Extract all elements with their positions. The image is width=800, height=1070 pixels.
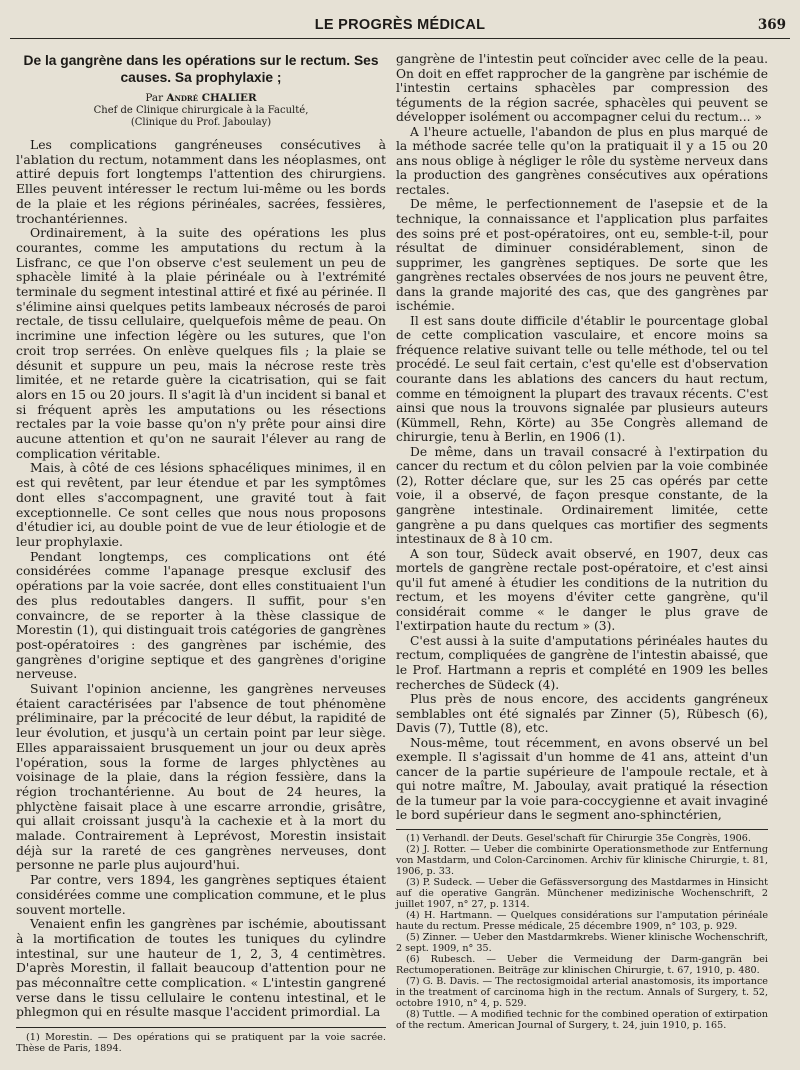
footnote-divider <box>396 829 768 830</box>
left-column <box>16 52 386 1054</box>
running-head <box>10 14 790 39</box>
footnote: (8) Tuttle. — A modified technic for the combined operation of extirpation of the rectum. American Journal of Surgery, t. 24, juin 1910, p. 165. <box>396 1008 768 1031</box>
body-paragraph: Nous-même, tout récemment, en avons observé un bel exemple. Il s'agissait d'un homme de 41 ans, atteint d'un cancer de la partie supérieure de l'ampoule rectale, et à qui notre maître, M. Jaboulay, avait pratiqué la résection de la tumeur par la voie para-coccygienne et avait invaginé le bord supérieur dans le segment ano-sphinctérien, <box>396 735 768 823</box>
byline-prefix: Par <box>145 92 164 104</box>
body-paragraph: De même, dans un travail consacré à l'extirpation du cancer du rectum et du côlon pelvien par la voie combinée (2), Rotter déclare que, sur les 25 cas opérés par cette voie, il a observé, de façon presque constante, de la gangrène intestinale. Ordinairement limitée, cette gangrène a pu dans quelques cas mortifier des segments intestinaux de 8 à 10 cm. <box>396 444 768 547</box>
footnote-divider <box>16 1027 386 1028</box>
journal-title: LE PROGRÈS MÉDICAL <box>314 17 486 33</box>
article-title: De la gangrène dans les opérations sur le rectum. Ses causes. Sa prophylaxie ; <box>23 53 379 85</box>
body-paragraph: Les complications gangréneuses consécutives à l'ablation du rectum, notamment dans les néoplasmes, ont attiré depuis fort longtemps l'attention des chirurgiens. Elles peuvent intéresser le rectum lui-même ou les bords de la plaie et les régions périnéales, sacrées, fessières, trochantériennes. <box>16 137 386 226</box>
body-paragraph: A l'heure actuelle, l'abandon de plus en plus marqué de la méthode sacrée telle qu'on la pratiquait il y a 15 ou 20 ans nous oblige à négliger le rôle du système nerveux dans la production des gangrènes consécutives aux opérations rectales. <box>396 124 768 197</box>
footnote: (1) Morestin. — Des opérations qui se pratiquent par la voie sacrée. Thèse de Paris, 1894. <box>16 1032 386 1055</box>
body-paragraph: A son tour, Südeck avait observé, en 1907, deux cas mortels de gangrène rectale post-opératoire, et c'est ainsi qu'il fut amené à étudier les conditions de la nutrition du rectum, et les moyens d'éviter cette gangrène, qu'il considérait comme « le danger le plus grave de l'extirpation haute du rectum » (3). <box>396 546 768 634</box>
right-column <box>396 52 768 1031</box>
page-number: 369 <box>757 17 786 33</box>
footnote: (5) Zinner. — Ueber den Mastdarmkrebs. Wiener klinische Wochenschrift, 2 sept. 1909, n° 35. <box>396 931 768 954</box>
body-paragraph: De même, le perfectionnement de l'asepsie et de la technique, la connaissance et l'application plus parfaites des soins pré et post-opératoires, ont eu, semble-t-il, pour résultat de diminuer considérablement, sinon de supprimer, les gangrènes septiques. De sorte que les gangrènes rectales observées de nos jours ne peuvent être, dans la grande majorité des cas, que des gangrènes par ischémie. <box>396 197 768 314</box>
body-paragraph: C'est aussi à la suite d'amputations périnéales hautes du rectum, compliquées de gangrène de l'intestin abaissé, que le Prof. Hartmann a repris et complété en 1909 les belles recherches de Südeck (4). <box>396 633 768 692</box>
footnote: (6) Rubesch. — Ueber die Vermeidung der Darm-gangrän bei Rectumoperationen. Beiträge zur klinischen Chirurgie, t. 67, 1910, p. 480. <box>396 953 768 976</box>
author-name: André CHALIER <box>166 92 257 104</box>
body-paragraph: Plus près de nous encore, des accidents gangréneux semblables ont été signalés par Zinner (5), Rübesch (6), Davis (7), Tuttle (8), etc. <box>396 692 768 736</box>
footnote: (2) J. Rotter. — Ueber die combinirte Operationsmethode zur Entfernung von Mastdarm, und Colon-Carcinomen. Archiv für klinische Chirurgie, t. 81, 1906, p. 33. <box>396 843 768 877</box>
body-paragraph: Ordinairement, à la suite des opérations les plus courantes, comme les amputations du rectum à la Lisfranc, ce que l'on observe c'est seulement un peu de sphacèle limité à la plaie périnéale ou à l'extrémité terminale du segment intestinal attiré et fixé au périnée. Il s'élimine ainsi quelques petits lambeaux nécrosés de paroi rectale, de tissu cellulaire, quelquefois même de peau. On incrimine une infection légère ou les sutures, que l'on croit trop serrées. On enlève quelques fils ; la plaie se désunit et suppure un peu, mais la nécrose reste très limitée, et ne retarde guère la cicatrisation, qui se fait alors en 15 ou 20 jours. Il s'agit là d'un incident si banal et si fréquent après les amputations ou les résections rectales par la voie basse qu'on n'y prête pour ainsi dire aucune attention et qu'on ne saurait l'élever au rang de complication véritable. <box>16 225 386 461</box>
affiliation-line: (Clinique du Prof. Jaboulay) <box>130 116 272 128</box>
body-paragraph: gangrène de l'intestin peut coïncider avec celle de la peau. On doit en effet rapprocher de la gangrène par ischémie de l'intestin certains sphacèles par compression des téguments de la région sacrée, sphacèles qui peuvent se développer isolément ou accompagner celui du rectum... » <box>396 52 768 125</box>
byline <box>16 92 386 104</box>
body-paragraph: Pendant longtemps, ces complications ont été considérées comme l'apanage presque exclusif des opérations par la voie sacrée, dont elles constituaient l'un des plus redoutables dangers. Il suffit, pour s'en convaincre, de se reporter à la thèse classique de Morestin (1), qui distinguait trois catégories de gangrènes post-opératoires : des gangrènes par ischémie, des gangrènes d'origine septique et des gangrènes d'origine nerveuse. <box>16 548 386 682</box>
body-paragraph: Mais, à côté de ces lésions sphacéliques minimes, il en est qui revêtent, par leur étendue et par les symptômes dont elles s'accompagnent, une gravité tout à fait exceptionnelle. Ce sont celles que nous nous proposons d'étudier ici, au double point de vue de leur étiologie et de leur prophylaxie. <box>16 460 386 549</box>
body-paragraph: Suivant l'opinion ancienne, les gangrènes nerveuses étaient caractérisées par l'absence de tout phénomène préliminaire, par la précocité de leur début, la rapidité de leur évolution, et jusqu'à un certain point par leur siège. Elles apparaissaient brusquement un jour ou deux après l'opération, sous la forme de larges phlyctènes au voisinage de la plaie, dans la région fessière, dans la région trochantérienne. Au bout de 24 heures, la phlyctène faisait place à une escarre arrondie, grisâtre, qui allait croissant jusqu'à la cachexie et à la mort du malade. Contrairement à Leprévost, Morestin insistait déjà sur la rareté de ces gangrènes nerveuses, dont personne ne parle plus aujourd'hui. <box>16 681 386 873</box>
body-paragraph: Par contre, vers 1894, les gangrènes septiques étaient considérées comme une complication commune, et le plus souvent mortelle. <box>16 872 386 917</box>
affiliation-line: Chef de Clinique chirurgicale à la Faculté, <box>93 105 309 116</box>
footnote: (7) G. B. Davis. — The rectosigmoidal arterial anastomosis, its importance in the treatment of carcinoma high in the rectum. Annals of Surgery, t. 52, octobre 1910, n° 4, p. 529. <box>396 975 768 1009</box>
footnote: (3) P. Sudeck. — Ueber die Gefässversorgung des Mastdarmes in Hinsicht auf die operative Gangrän. Münchener medizinische Wochenschrift, 2 juillet 1907, n° 27, p. 1314. <box>396 876 768 910</box>
body-paragraph: Il est sans doute difficile d'établir le pourcentage global de cette complication vasculaire, et encore moins sa fréquence relative suivant telle ou telle méthode, tel ou tel procédé. Le seul fait certain, c'est qu'elle est d'observation courante dans les ablations des cancers du haut rectum, comme en témoignent la plupart des travaux récents. C'est ainsi que nous la trouvons signalée par plusieurs auteurs (Kümmell, Rehn, Körte) au 35e Congrès allemand de chirurgie, tenu à Berlin, en 1906 (1). <box>396 313 768 445</box>
body-paragraph: Venaient enfin les gangrènes par ischémie, aboutissant à la mortification de toutes les tuniques du cylindre intestinal, sur une hauteur de 1, 2, 3, 4 centimètres. D'après Morestin, il fallait beaucoup d'attention pour ne pas méconnaître cette complication. « L'intestin gangrené verse dans le tissu cellulaire le contenu intestinal, et le phlegmon qui en résulte masque l'accident primordial. La <box>16 916 386 1020</box>
author-affiliation <box>16 105 386 128</box>
footnote: (1) Verhandl. der Deuts. Gesel'schaft für Chirurgie 35e Congrès, 1906. <box>406 832 751 844</box>
footnote: (4) H. Hartmann. — Quelques considérations sur l'amputation périnéale haute du rectum. Presse médicale, 25 décembre 1909, n° 103, p. 929. <box>396 909 768 932</box>
